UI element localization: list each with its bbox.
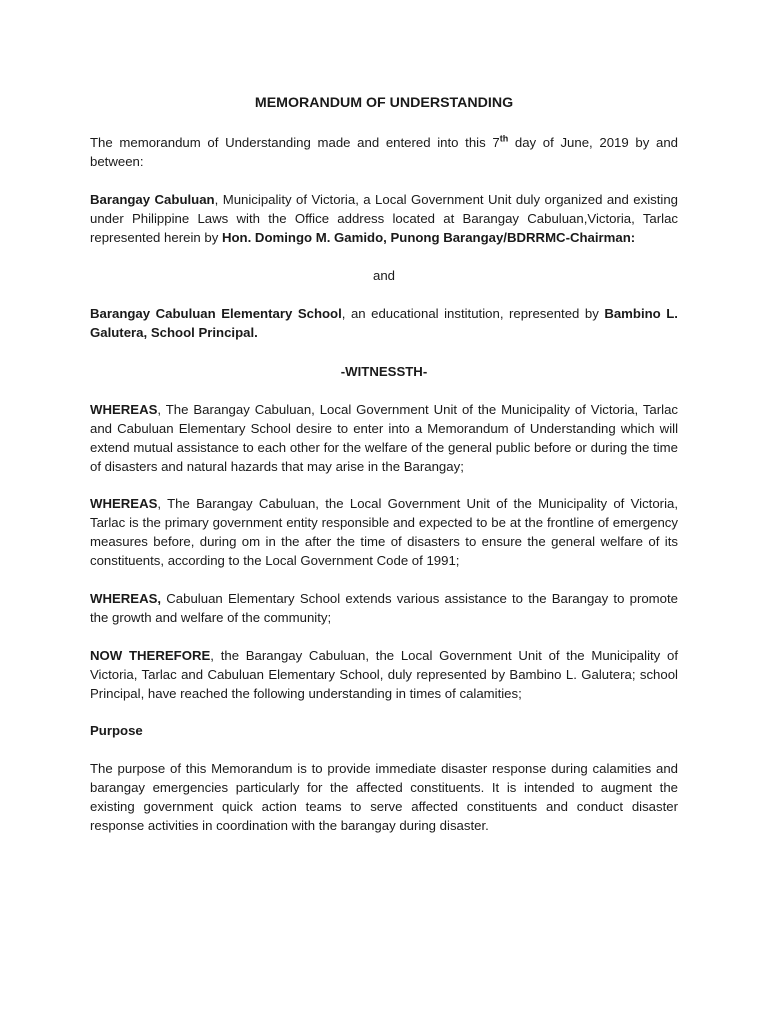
- whereas2-paragraph: [90, 494, 678, 570]
- whereas3-text: Cabuluan Elementary School extends various assistance to the Barangay to promote the growth and welfare of the community;: [90, 591, 678, 625]
- now-therefore-text: , the Barangay Cabuluan, the Local Government Unit of the Municipality of Victoria, Tarlac and Cabuluan Elementary School, duly represented by Bambino L. Galutera; school Principal, have reached the following understanding in times of calamities;: [90, 648, 678, 701]
- whereas1-lead: WHEREAS: [90, 402, 158, 417]
- party2-name: Barangay Cabuluan Elementary School: [90, 306, 342, 321]
- whereas3-paragraph: [90, 589, 678, 627]
- party1-paragraph: [90, 190, 678, 247]
- document-title: MEMORANDUM OF UNDERSTANDING: [254, 95, 514, 111]
- whereas1-paragraph: [90, 400, 678, 476]
- and-label: and: [372, 268, 395, 283]
- party2-text: , an educational institution, represented by: [341, 306, 605, 321]
- purpose-paragraph: The purpose of this Memorandum is to provide immediate disaster response during calamities and barangay emergencies particularly for the affected constituents. It is intended to augment the existing government quick action teams to serve affected constituents and conduct disaster response activities in coordination with the barangay during disaster.: [90, 761, 678, 833]
- party2-paragraph: [90, 304, 678, 342]
- purpose-heading: Purpose: [90, 723, 143, 738]
- party1-name: Barangay Cabuluan: [90, 192, 215, 207]
- intro-paragraph: [90, 133, 678, 171]
- party1-text: , Municipality of Victoria, a Local Government Unit duly organized and existing under Philippine Laws with the Office address located at Barangay Cabuluan,Victoria, Tarlac represented herein by: [90, 192, 678, 245]
- party1-representative: Hon. Domingo M. Gamido, Punong Barangay/BDRRMC-Chairman:: [221, 230, 636, 245]
- whereas3-lead: WHEREAS,: [90, 591, 162, 606]
- whereas1-text: , The Barangay Cabuluan, Local Government Unit of the Municipality of Victoria, Tarlac and Cabuluan Elementary School desire to enter into a Memorandum of Understanding which will extend mutual assistance to each other for the welfare of the general public before or during the time of disasters and natural hazards that may arise in the Barangay;: [90, 402, 678, 474]
- intro-text-2: day of June, 2019 by and between:: [90, 135, 678, 169]
- now-therefore-paragraph: [90, 646, 678, 703]
- intro-superscript: th: [499, 133, 509, 144]
- party2-representative: Bambino L. Galutera, School Principal.: [90, 306, 678, 340]
- whereas2-lead: WHEREAS: [90, 496, 158, 511]
- whereas2-text: , The Barangay Cabuluan, the Local Government Unit of the Municipality of Victoria, Tarlac is the primary government entity responsible and expected to be at the frontline of emergency measures before, during om in the after the time of disasters to ensure the general welfare of its constituents, according to the Local Government Code of 1991;: [90, 496, 678, 568]
- witnesseth-heading: -WITNESSTH-: [340, 364, 428, 379]
- now-therefore-lead: NOW THEREFORE: [90, 648, 211, 663]
- intro-text-1: The memorandum of Understanding made and entered into this 7: [90, 135, 500, 150]
